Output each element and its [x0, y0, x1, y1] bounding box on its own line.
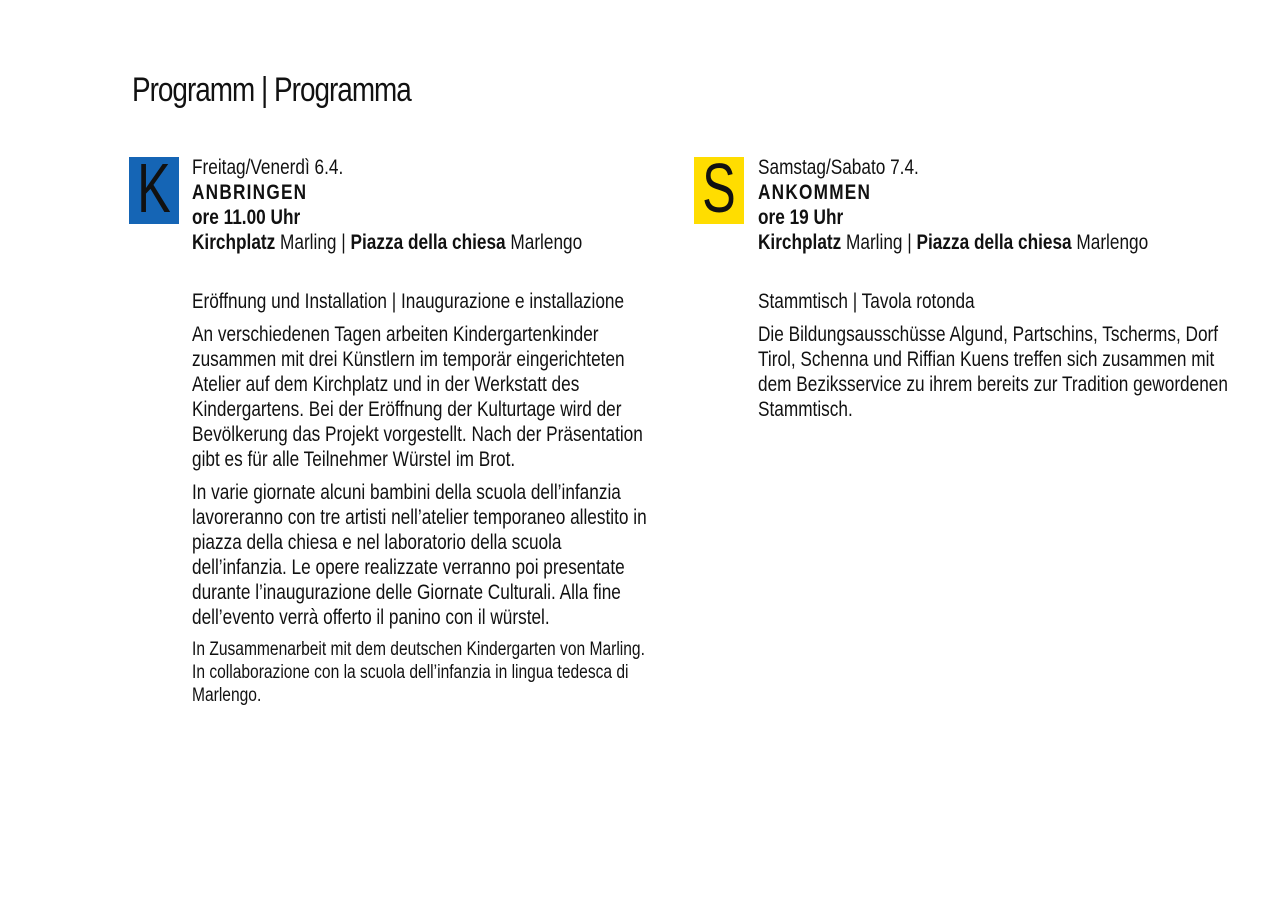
event-time: ore 19 Uhr: [758, 206, 844, 229]
description-de: An verschiedenen Tagen arbeiten Kindergartenkinder zusammen mit drei Künstlern im temporär eingerichteten Atelier auf dem Kirchplatz und in der Werkstatt des Kindergartens. Bei der Eröffnung der Kulturtage wird der Bevölkerung das Projekt vorgestellt. Nach der Präsentation gibt es für alle Teilnehmer Würstel im Brot.: [192, 323, 643, 471]
place-it: Piazza della chiesa: [350, 231, 506, 254]
collaboration-note: In Zusammenarbeit mit dem deutschen Kindergarten von Marling. In collaborazione con la scuola dell’infanzia in lingua tedesca di Marlengo.: [192, 639, 645, 706]
event-place: [192, 230, 651, 255]
place-de: Kirchplatz: [192, 231, 276, 254]
letter-s-badge: [694, 157, 744, 224]
page-title: Programm | Programma: [132, 71, 411, 109]
place-it-town: Marlengo: [505, 231, 583, 254]
event-time: ore 11.00 Uhr: [192, 206, 301, 229]
event-day-title: ANBRINGEN: [192, 181, 308, 204]
event-day-title: ANKOMMEN: [758, 181, 872, 204]
description-de: Die Bildungsausschüsse Algund, Partschins, Tscherms, Dorf Tirol, Schenna und Riffian Kuens treffen sich zusammen mit dem Beziksservice zu ihrem bereits zur Tradition gewordenen Stammtisch.: [758, 323, 1228, 421]
event-saturday-content: [758, 155, 1234, 422]
letter-k: K: [137, 157, 171, 224]
event-subtitle: Eröffnung und Installation | Inaugurazione e installazione: [192, 290, 625, 313]
letter-s: S: [702, 157, 736, 224]
event-place: [758, 230, 1234, 255]
event-date: Samstag/Sabato 7.4.: [758, 156, 919, 179]
place-de-town: Marling |: [275, 231, 351, 254]
letter-k-badge: [129, 157, 179, 224]
description-it: In varie giornate alcuni bambini della scuola dell’infanzia lavoreranno con tre artisti nell’atelier temporaneo allestito in piazza della chiesa e nel laboratorio della scuola dell’infanzia. Le opere realizzate verranno poi presentate durante l’inaugurazione delle Giornate Culturali. Alla fine dell’evento verrà offerto il panino con il würstel.: [192, 481, 647, 629]
place-de: Kirchplatz: [758, 231, 842, 254]
place-it-town: Marlengo: [1071, 231, 1149, 254]
event-date: Freitag/Venerdì 6.4.: [192, 156, 344, 179]
event-friday-content: [192, 155, 651, 707]
place-de-town: Marling |: [841, 231, 917, 254]
event-subtitle: Stammtisch | Tavola rotonda: [758, 290, 975, 313]
place-it: Piazza della chiesa: [916, 231, 1072, 254]
